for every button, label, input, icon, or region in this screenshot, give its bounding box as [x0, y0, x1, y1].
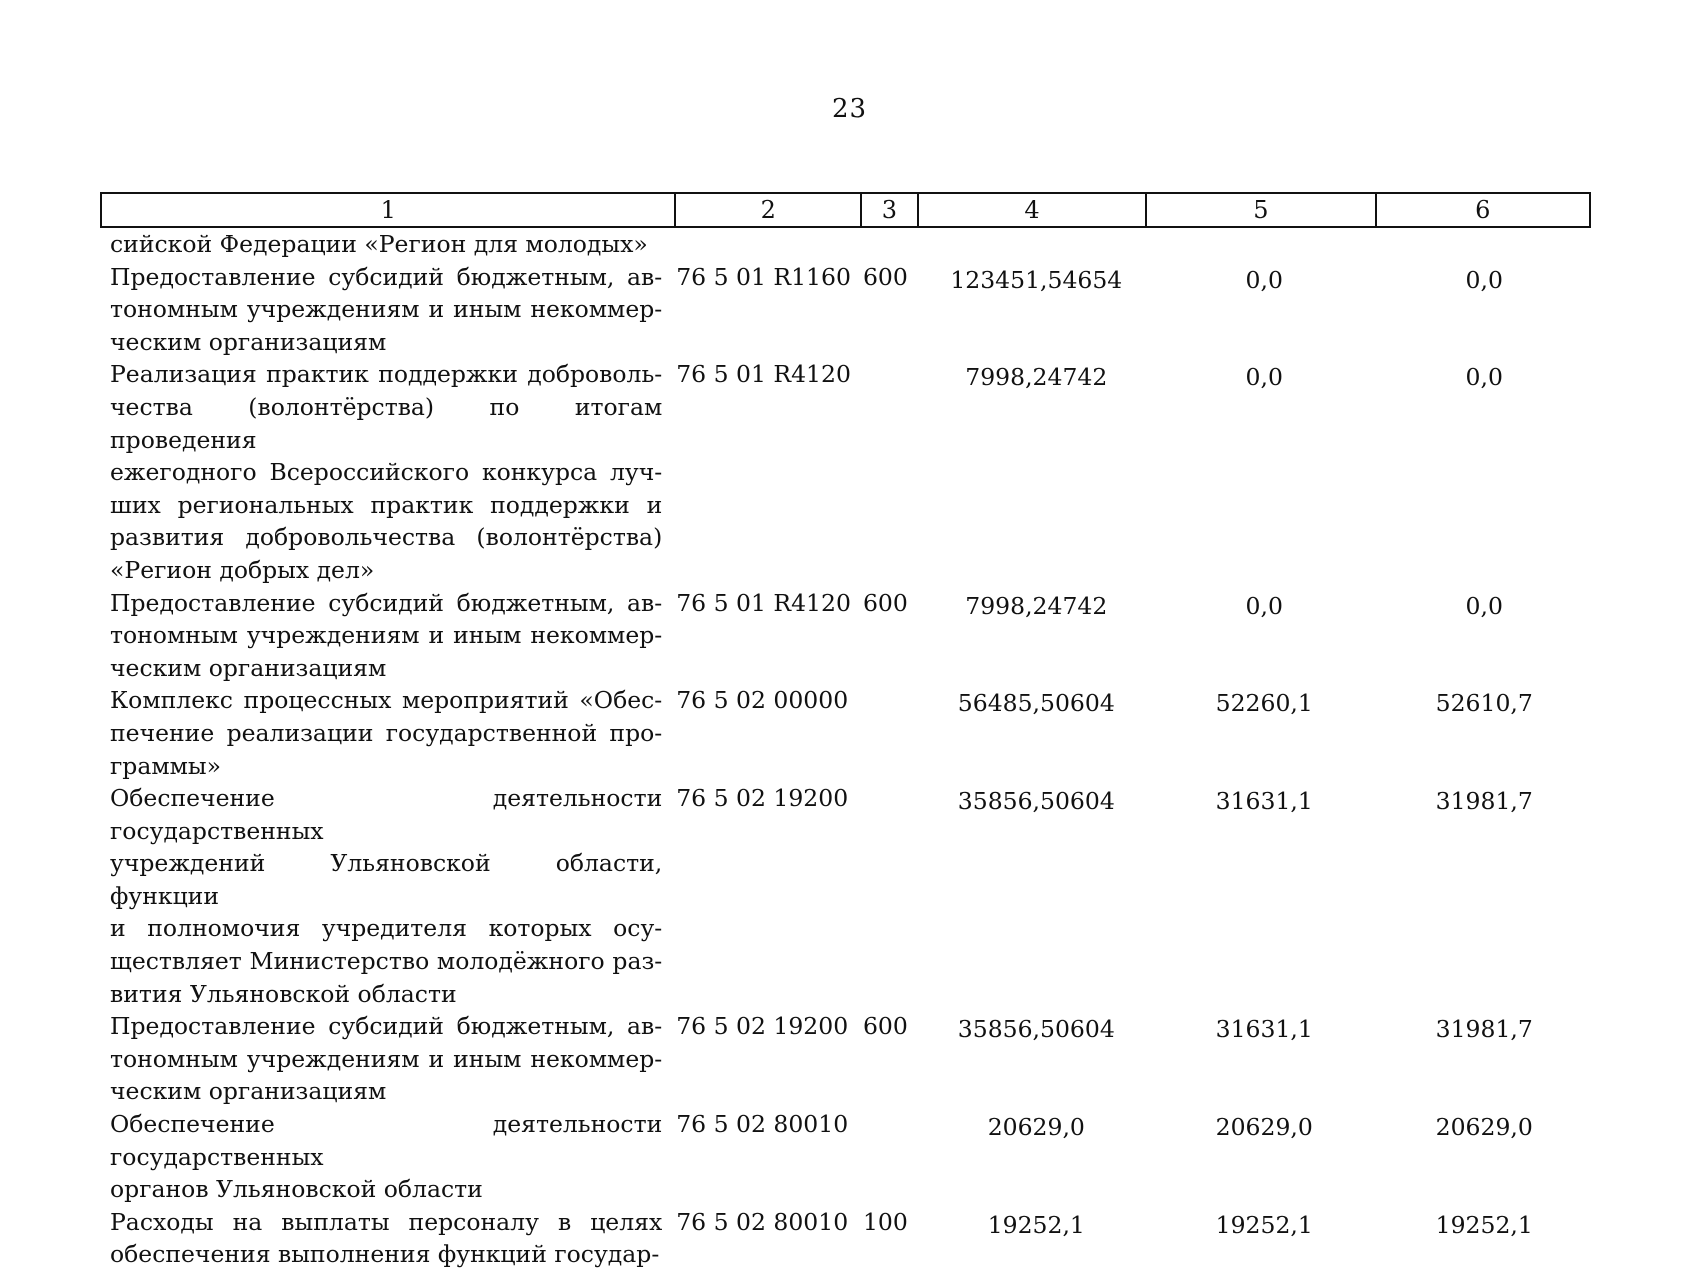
description-line: тономным учреждениям и иным некоммер- [110, 621, 663, 650]
row-value-col-4: 7998,24742 [965, 363, 1108, 392]
row-expense-type: 600 [862, 588, 908, 617]
row-code: 76 5 01 R4120 [676, 588, 851, 617]
row-description [110, 1206, 662, 1271]
page-number: 23 [831, 94, 868, 124]
row-description [110, 587, 662, 685]
row-description [110, 782, 662, 1010]
row-value-col-6 [1378, 228, 1590, 261]
description-line: ежегодного Всероссийского конкурса луч- [110, 458, 663, 487]
header-col-4: 4 [919, 194, 1147, 226]
description-line: печение реализации государственной про- [110, 718, 663, 747]
description-line: «Регион добрых дел» [110, 555, 375, 584]
row-value-col-5: 31631,1 [1215, 787, 1313, 816]
row-code: 76 5 02 80010 [676, 1110, 849, 1139]
table-row [110, 228, 1590, 261]
row-value-col-4: 56485,50604 [957, 689, 1115, 718]
row-description [110, 1010, 662, 1108]
header-col-3: 3 [862, 194, 919, 226]
description-line: Предоставление субсидий бюджетным, ав- [110, 1012, 663, 1041]
row-value-col-5: 0,0 [1245, 265, 1283, 294]
row-description [110, 358, 662, 586]
description-line: Реализация практик поддержки доброволь- [110, 360, 663, 389]
row-code: 76 5 02 19200 [676, 784, 849, 813]
description-line: и полномочия учредителя которых осу- [110, 914, 663, 943]
table-row [110, 782, 1590, 1010]
description-line: вития Ульяновской области [110, 979, 457, 1008]
row-value-col-5: 20629,0 [1215, 1113, 1313, 1142]
row-value-col-6: 31981,7 [1435, 1015, 1533, 1044]
description-line: Расходы на выплаты персоналу в целях [110, 1207, 663, 1236]
row-value-col-5 [1150, 228, 1378, 261]
description-line: ческим организациям [110, 327, 387, 356]
row-value-col-4: 20629,0 [987, 1113, 1085, 1142]
row-value-col-6: 52610,7 [1435, 689, 1533, 718]
description-line: Комплекс процессных мероприятий «Обес- [110, 686, 663, 715]
row-value-col-4: 35856,50604 [957, 1015, 1115, 1044]
table-row [110, 261, 1590, 359]
row-value-col-4: 7998,24742 [965, 591, 1108, 620]
row-code: 76 5 02 19200 [676, 1012, 849, 1041]
row-expense-type [861, 1108, 923, 1206]
table-row [110, 1206, 1590, 1271]
row-value-col-6: 20629,0 [1435, 1113, 1533, 1142]
row-value-col-4: 19252,1 [987, 1210, 1085, 1239]
row-value-col-5: 19252,1 [1215, 1210, 1313, 1239]
description-line: ческим организациям [110, 1077, 387, 1106]
description-line: граммы» [110, 751, 222, 780]
row-description [110, 261, 662, 359]
table-row [110, 684, 1590, 782]
row-code: 76 5 01 R4120 [676, 360, 851, 389]
description-line: развития добровольчества (волонтёрства) [110, 523, 663, 552]
row-value-col-5: 31631,1 [1215, 1015, 1313, 1044]
row-code: 76 5 02 80010 [676, 1207, 849, 1236]
row-expense-type [861, 358, 923, 586]
row-value-col-6: 0,0 [1465, 363, 1503, 392]
header-col-1: 1 [102, 194, 676, 226]
row-code: 76 5 01 R1160 [676, 262, 851, 291]
table-row [110, 587, 1590, 685]
row-description [110, 1108, 662, 1206]
row-value-col-5: 0,0 [1245, 363, 1283, 392]
description-line: ческим организациям [110, 653, 387, 682]
header-col-6: 6 [1475, 196, 1491, 224]
description-line: тономным учреждениям и иным некоммер- [110, 1044, 663, 1073]
row-value-col-5: 0,0 [1245, 591, 1283, 620]
row-description [110, 228, 662, 261]
row-description [110, 684, 662, 782]
description-line: учреждений Ульяновской области, функции [110, 849, 663, 910]
description-line: тономным учреждениям и иным некоммер- [110, 295, 663, 324]
row-expense-type [861, 684, 923, 782]
row-expense-type: 600 [862, 262, 908, 291]
description-line: Предоставление субсидий бюджетным, ав- [110, 262, 663, 291]
header-col-5: 5 [1147, 194, 1376, 226]
header-col-2: 2 [676, 194, 862, 226]
description-line: ществляет Министерство молодёжного раз- [110, 947, 663, 976]
row-code: 76 5 02 00000 [676, 686, 849, 715]
row-value-col-6: 31981,7 [1435, 787, 1533, 816]
row-expense-type: 600 [862, 1012, 908, 1041]
row-expense-type: 100 [862, 1207, 908, 1236]
row-value-col-6: 0,0 [1465, 265, 1503, 294]
row-value-col-6: 19252,1 [1435, 1210, 1533, 1239]
table-header [100, 192, 1591, 228]
description-line: Обеспечение деятельности государственных [110, 1110, 663, 1171]
table-body [110, 228, 1590, 1271]
row-value-col-4 [923, 228, 1150, 261]
description-line: сийской Федерации «Регион для молодых» [110, 230, 648, 258]
row-value-col-5: 52260,1 [1215, 689, 1313, 718]
description-line: обеспечения выполнения функций государ- [110, 1240, 660, 1269]
table-row [110, 1108, 1590, 1206]
row-code [662, 228, 861, 261]
row-value-col-6: 0,0 [1465, 591, 1503, 620]
row-expense-type [861, 782, 923, 1010]
description-line: чества (волонтёрства) по итогам проведения [110, 392, 663, 454]
description-line: Предоставление субсидий бюджетным, ав- [110, 588, 663, 617]
row-value-col-4: 123451,54654 [950, 265, 1123, 294]
row-expense-type [861, 228, 923, 261]
table-row [110, 1010, 1590, 1108]
description-line: ших региональных практик поддержки и [110, 490, 663, 519]
description-line: органов Ульяновской области [110, 1175, 483, 1204]
table-row [110, 358, 1590, 586]
row-value-col-4: 35856,50604 [957, 787, 1115, 816]
description-line: Обеспечение деятельности государственных [110, 784, 663, 845]
